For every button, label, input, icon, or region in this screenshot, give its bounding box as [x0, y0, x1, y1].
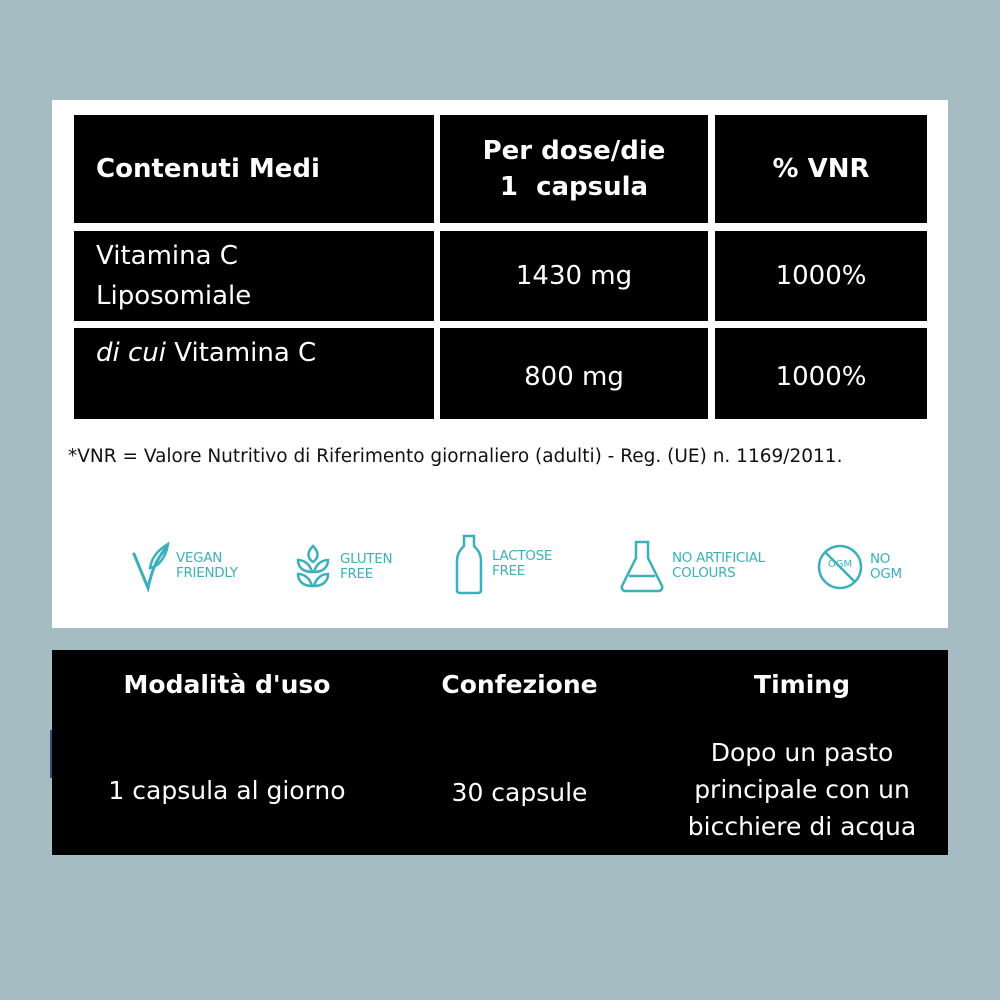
header-label: % VNR [772, 154, 870, 184]
badge-colours [618, 538, 765, 594]
row-2-amount [440, 328, 708, 419]
row-2-vnr [715, 328, 927, 419]
timing-line: bicchiere di acqua [687, 812, 917, 841]
row-2-name [74, 328, 434, 419]
header-timing: Timing [754, 670, 850, 699]
usage-pack-value: 30 capsule [451, 778, 588, 807]
amount-value: 1430 mg [515, 261, 633, 291]
badge-label: NO OGM [870, 551, 902, 582]
vnr-value: 1000% [775, 261, 867, 291]
timing-line: Dopo un pasto [710, 738, 894, 767]
vegan-leaf-icon [130, 540, 170, 592]
row-1-vnr [715, 231, 927, 321]
flask-icon [618, 538, 666, 594]
badge-gluten [292, 540, 392, 594]
header-per-dose [440, 115, 708, 223]
badge-label: NO ARTIFICIAL COLOURS [672, 550, 765, 581]
header-confezione: Confezione [441, 670, 598, 699]
row-name-prefix: di cui [96, 338, 166, 368]
header-modalita: Modalità d'uso [123, 670, 331, 699]
badge-no-ogm [816, 543, 902, 591]
wheat-icon [292, 540, 334, 594]
row-name-line: Vitamina C [96, 241, 238, 271]
badge-label: GLUTEN FREE [340, 551, 393, 582]
usage-mode-value: 1 capsula al giorno [108, 776, 346, 805]
row-name-rest: Vitamina C [166, 338, 317, 368]
header-vnr [715, 115, 927, 223]
header-label: Per dose/die [482, 136, 666, 166]
badge-label: LACTOSE FREE [492, 548, 553, 579]
badge-label: VEGAN FRIENDLY [176, 550, 238, 581]
bottle-icon [454, 532, 484, 596]
vnr-footnote: *VNR = Valore Nutritivo di Riferimento giornaliero (adulti) - Reg. (UE) n. 1169/2011. [68, 446, 843, 467]
usage-timing-value [662, 734, 942, 845]
vnr-value: 1000% [775, 361, 867, 392]
badge-vegan [130, 540, 238, 592]
row-name-line: Liposomiale [96, 281, 252, 311]
usage-panel [52, 650, 948, 855]
header-label: 1 capsula [499, 172, 649, 202]
timing-line: principale con un [694, 775, 910, 804]
badge-lactose [454, 532, 552, 596]
ogm-icon-label: OGM [827, 559, 853, 570]
amount-value: 800 mg [524, 361, 624, 392]
header-label: Contenuti Medi [96, 154, 320, 184]
row-1-amount [440, 231, 708, 321]
row-1-name [74, 231, 434, 321]
nutrition-panel [52, 100, 948, 628]
no-ogm-icon [816, 543, 864, 591]
header-contenuti-medi [74, 115, 434, 223]
